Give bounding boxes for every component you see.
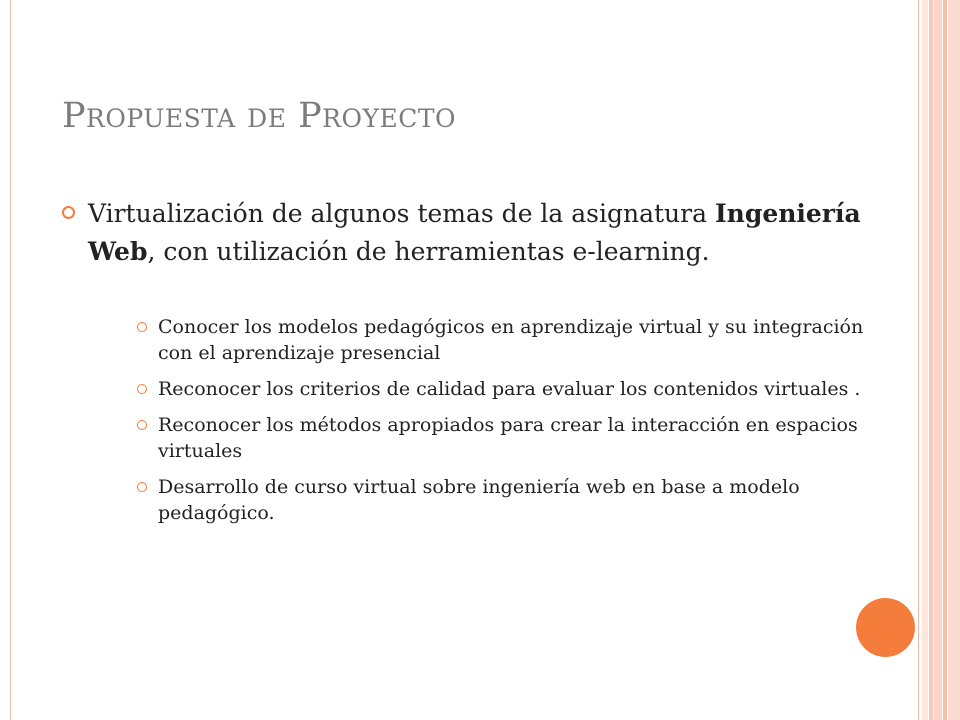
main-bullet-text-before: Virtualización de algunos temas de la asignatura xyxy=(88,199,715,228)
sub-bullet-item xyxy=(137,412,877,464)
right-stripe xyxy=(922,0,928,720)
right-stripe xyxy=(943,0,947,720)
right-stripe xyxy=(934,0,942,720)
sub-bullet-text: Reconocer los métodos apropiados para crear la interacción en espacios virtuales xyxy=(158,414,858,462)
ring-bullet-icon xyxy=(137,322,147,332)
right-stripe xyxy=(948,0,960,720)
right-border-line xyxy=(918,0,919,720)
main-bullet xyxy=(62,195,862,271)
sub-bullet-text: Conocer los modelos pedagógicos en aprendizaje virtual y su integración con el aprendizaje presencial xyxy=(158,316,864,364)
right-stripe xyxy=(929,0,933,720)
slide-title: Propuesta de Proyecto xyxy=(62,96,457,136)
sub-bullet-text: Reconocer los criterios de calidad para evaluar los contenidos virtuales . xyxy=(158,378,861,400)
left-border-line xyxy=(10,0,11,720)
main-bullet-bold-text: Ingeniería Web xyxy=(88,199,861,266)
sub-bullet-text: Desarrollo de curso virtual sobre ingeniería web en base a modelo pedagógico. xyxy=(158,476,800,524)
main-bullet-row xyxy=(62,195,862,271)
sub-bullet-list xyxy=(137,314,877,536)
ring-bullet-icon xyxy=(137,482,147,492)
sub-bullet-item xyxy=(137,376,877,402)
ring-bullet-icon xyxy=(62,206,75,219)
main-bullet-text-after: , con utilización de herramientas e-learning. xyxy=(147,237,710,266)
decorative-orange-circle xyxy=(856,598,915,657)
ring-bullet-icon xyxy=(137,420,147,430)
sub-bullet-item xyxy=(137,314,877,366)
ring-bullet-icon xyxy=(137,384,147,394)
sub-bullet-item xyxy=(137,474,877,526)
